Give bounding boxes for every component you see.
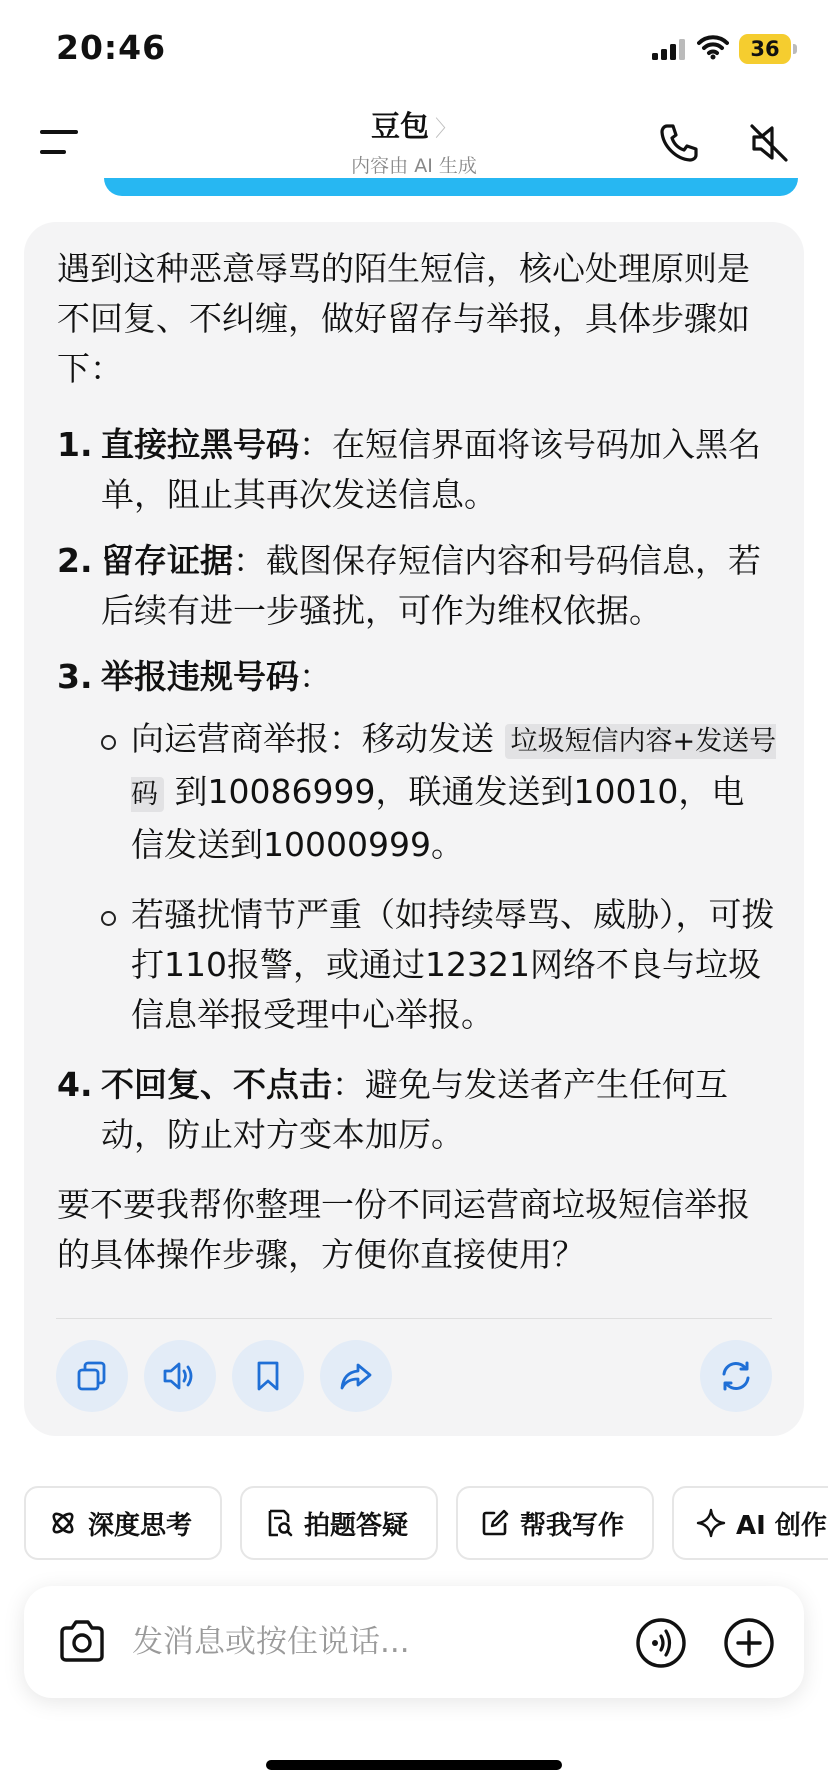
- previous-message-edge: [104, 178, 798, 196]
- chip-label: AI 创作: [736, 1510, 827, 1541]
- status-time: 20:46: [56, 28, 167, 67]
- copy-icon: [75, 1359, 109, 1393]
- step-item: 2. 留存证据：截图保存短信内容和号码信息，若后续有进一步骚扰，可作为维权依据。: [57, 541, 761, 630]
- chevron-right-icon: 〉: [435, 117, 458, 142]
- bookmark-button[interactable]: [232, 1340, 304, 1412]
- step-text: 截图保存短信内容和号码信息，若后续有进一步骚扰，可作为维权依据。: [101, 541, 761, 630]
- document-search-icon: [264, 1508, 294, 1538]
- sub-list-item: 若骚扰情节严重（如持续辱骂、威胁），可拨打110报警，或通过12321网络不良与垃圾信息举报受理中心举报。: [101, 890, 777, 1040]
- chip-label: 拍题答疑: [304, 1510, 409, 1541]
- plus-icon[interactable]: [722, 1616, 776, 1670]
- chat-header: [0, 96, 828, 186]
- camera-icon[interactable]: [56, 1616, 108, 1668]
- edit-icon: [480, 1508, 510, 1538]
- battery-indicator: 36: [739, 34, 791, 64]
- speaker-icon: [161, 1359, 199, 1393]
- message-body: [57, 244, 777, 1306]
- chip-help-write[interactable]: [456, 1486, 654, 1560]
- assistant-message-card: [24, 222, 804, 1436]
- wifi-icon: [697, 34, 729, 60]
- regenerate-button[interactable]: [700, 1340, 772, 1412]
- chat-title: 豆包: [370, 109, 429, 143]
- input-bar: [24, 1586, 804, 1698]
- share-icon: [338, 1359, 374, 1393]
- step-title: 举报违规号码: [101, 657, 299, 696]
- sparkle-icon: [696, 1508, 726, 1538]
- atom-icon: [48, 1508, 78, 1538]
- step-title: 不回复、不点击: [101, 1065, 332, 1104]
- step-title: 留存证据: [101, 541, 233, 580]
- chip-label: 帮我写作: [520, 1510, 625, 1541]
- chip-label: 深度思考: [88, 1510, 193, 1541]
- step-title: 直接拉黑号码: [101, 425, 299, 464]
- ai-disclaimer: 内容由 AI 生成: [351, 155, 477, 177]
- voice-input-icon[interactable]: [634, 1616, 688, 1670]
- message-closing: 要不要我帮你整理一份不同运营商垃圾短信举报的具体操作步骤，方便你直接使用？: [57, 1185, 750, 1274]
- chip-deep-thinking[interactable]: [24, 1486, 222, 1560]
- step-item: 1. 直接拉黑号码：在短信界面将该号码加入黑名单，阻止其再次发送信息。: [57, 425, 761, 514]
- signal-icon: [652, 38, 688, 60]
- step-item: 3. 举报违规号码： 向运营商举报：移动发送 垃圾短信内容+发送号码 到10086999，联通发送到10010，电信发送到10000999。 若骚扰情节严重（如持续辱骂、威胁），可拨打110报警，或通过12321网络不良与垃圾信息举报受理中心举报。: [57, 652, 777, 1040]
- chip-photo-question[interactable]: [240, 1486, 438, 1560]
- suggestion-chips: [0, 1486, 828, 1562]
- bookmark-icon: [253, 1359, 283, 1393]
- sub-list: [101, 714, 777, 1040]
- divider: [56, 1318, 772, 1319]
- read-aloud-button[interactable]: [144, 1340, 216, 1412]
- copy-button[interactable]: [56, 1340, 128, 1412]
- step-text: 避免与发送者产生任何互动，防止对方变本加厉。: [101, 1065, 728, 1154]
- regenerate-icon: [717, 1357, 755, 1395]
- status-bar: [0, 0, 828, 96]
- sub-list-item: 向运营商举报：移动发送 垃圾短信内容+发送号码 到10086999，联通发送到10010，电信发送到10000999。: [101, 714, 777, 870]
- phone-icon[interactable]: [656, 120, 702, 166]
- speaker-mute-icon[interactable]: [746, 120, 792, 166]
- message-intro: 遇到这种恶意辱骂的陌生短信，核心处理原则是不回复、不纠缠，做好留存与举报，具体步骤如下：: [57, 249, 750, 388]
- chat-title-area[interactable]: [0, 104, 828, 178]
- step-text: 在短信界面将该号码加入黑名单，阻止其再次发送信息。: [101, 425, 761, 514]
- message-input[interactable]: [132, 1612, 532, 1672]
- step-item: 4. 不回复、不点击：避免与发送者产生任何互动，防止对方变本加厉。: [57, 1065, 728, 1154]
- share-button[interactable]: [320, 1340, 392, 1412]
- home-indicator[interactable]: [266, 1760, 562, 1770]
- message-actions: [56, 1340, 772, 1414]
- steps-list: [57, 420, 777, 1160]
- chip-ai-create[interactable]: [672, 1486, 828, 1560]
- inline-code: 垃圾短信内容+发送号码: [131, 726, 777, 810]
